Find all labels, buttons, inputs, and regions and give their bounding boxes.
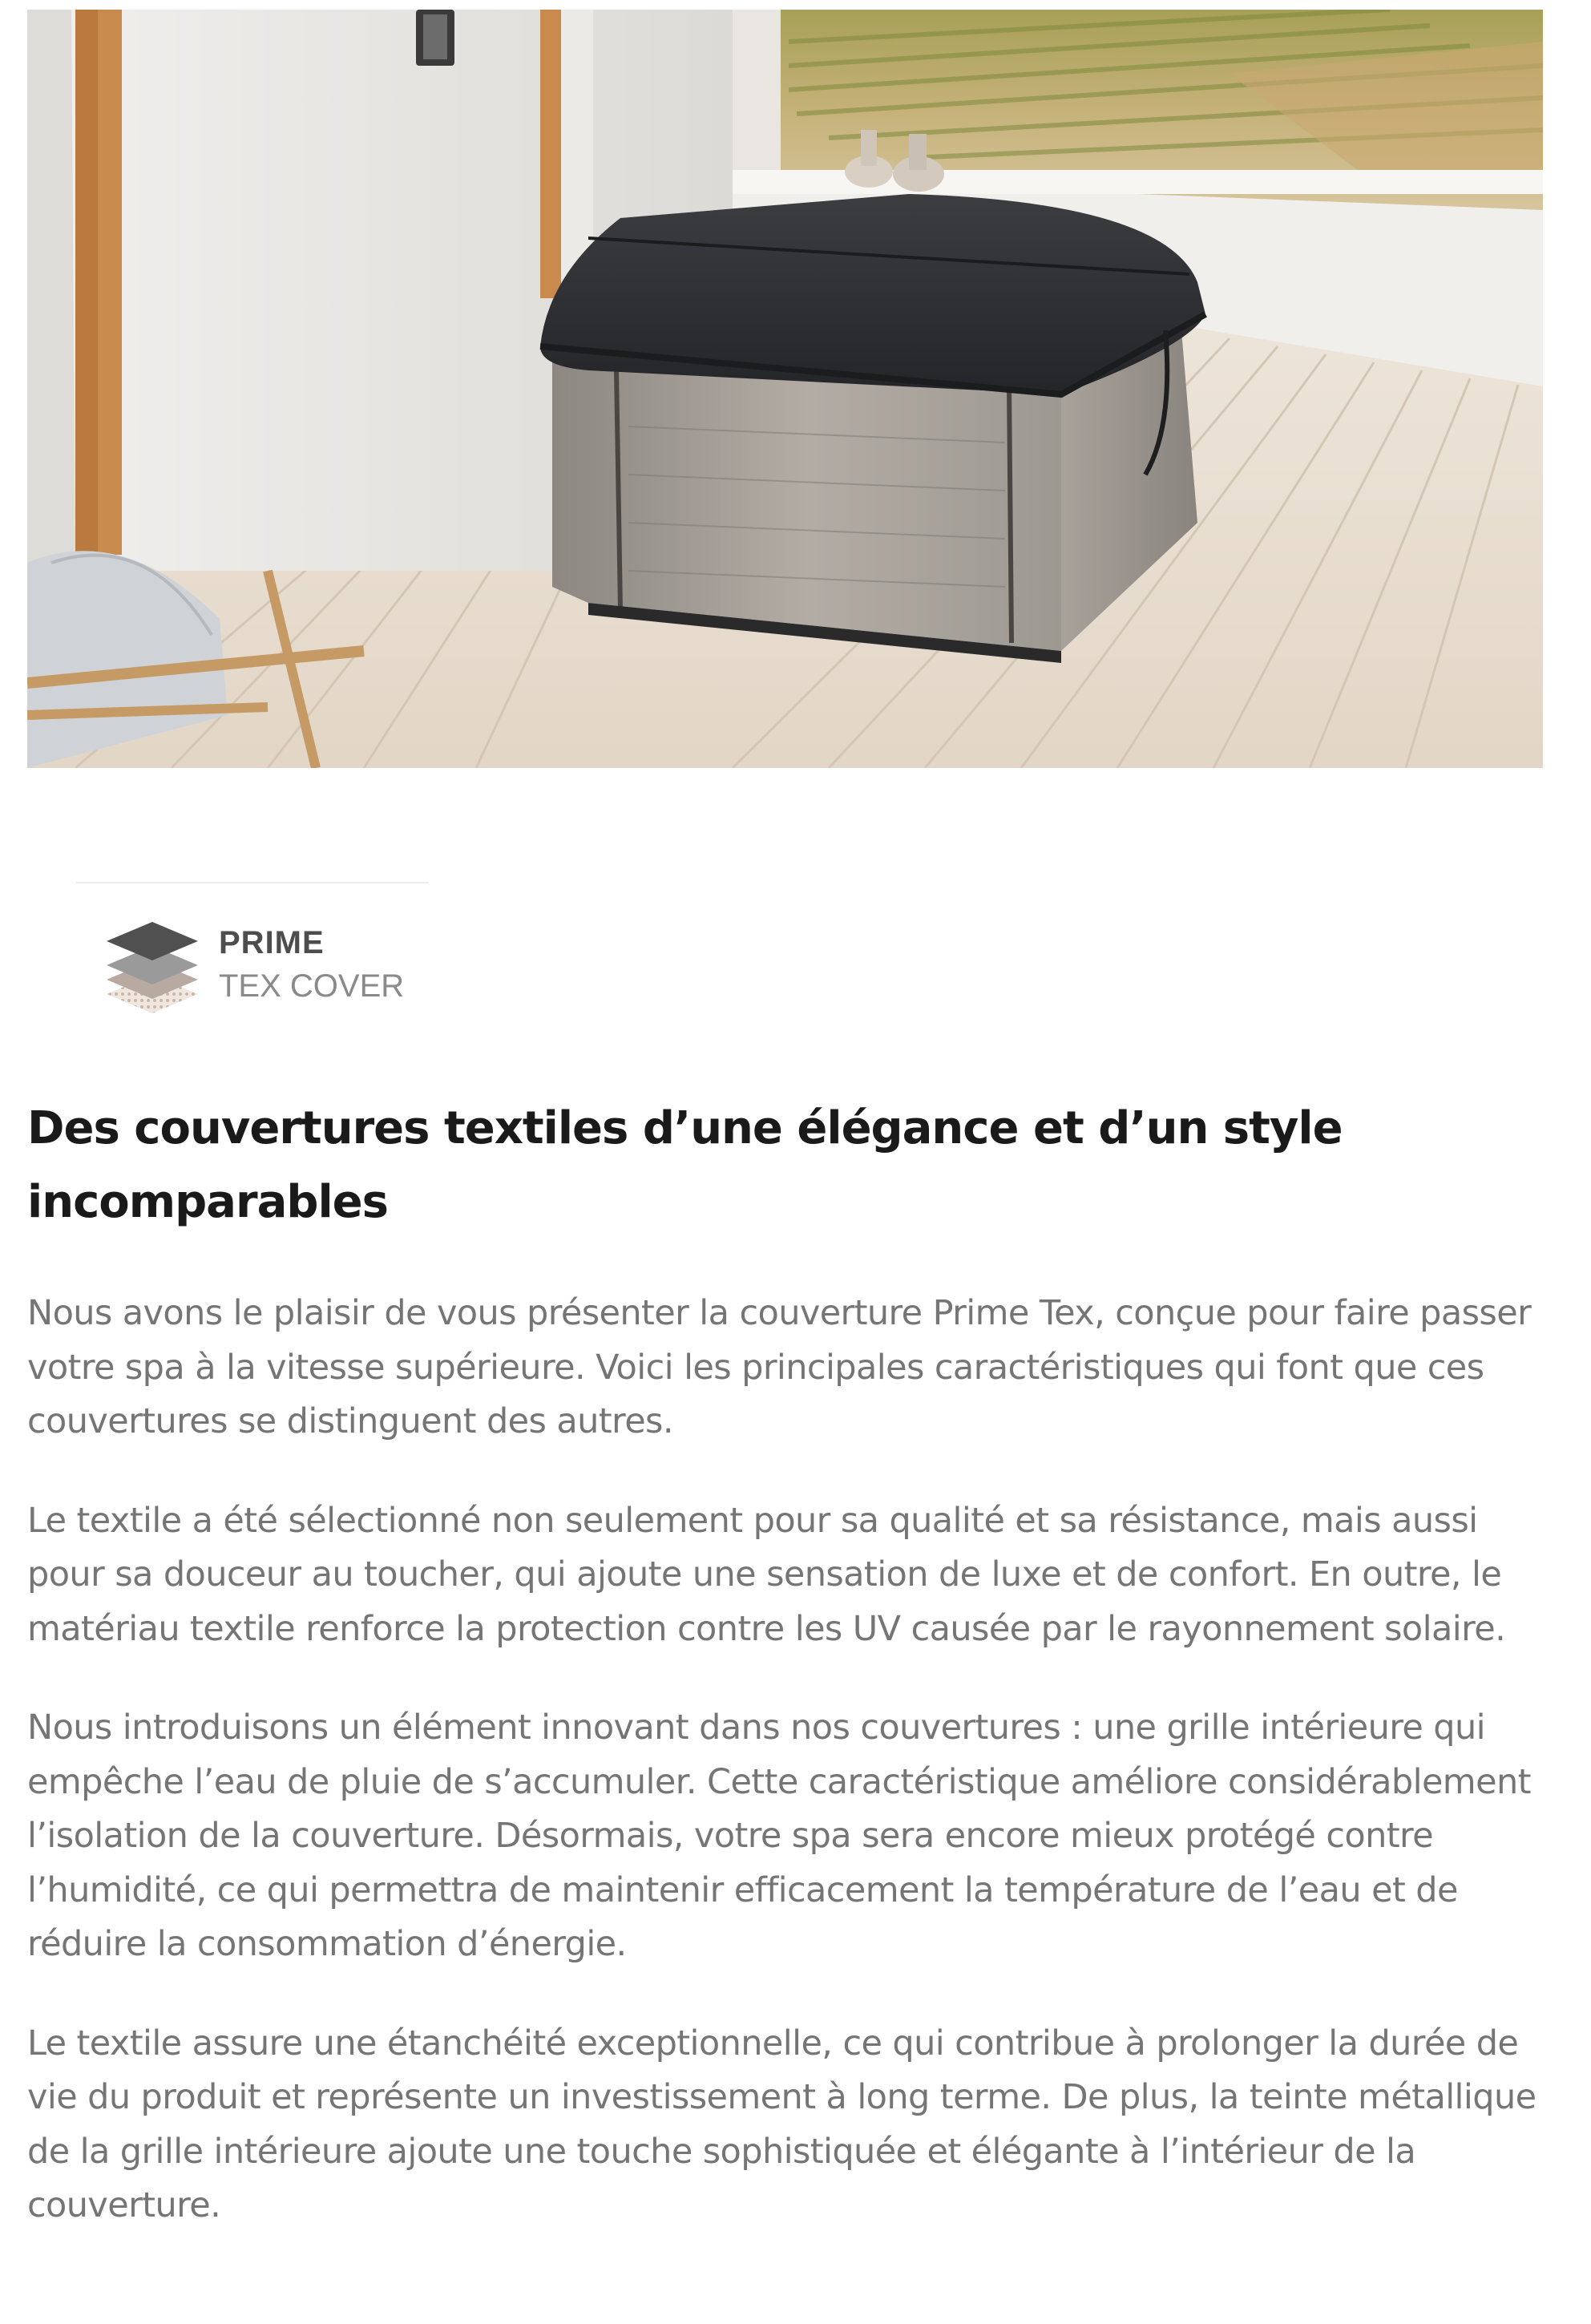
- logo-wordmark: [219, 927, 404, 1002]
- logo-text-prime: PRIME: [219, 925, 325, 960]
- paragraph-intro: Nous avons le plaisir de vous présenter la couverture Prime Tex, conçue pour faire passer votre spa à la vitesse supérieure. Voici les principales caractéristiques qui font que ces couvertures se distinguent des autres.: [27, 1293, 1532, 1441]
- logo-divider: [76, 882, 429, 883]
- page-title: Des couvertures textiles d’une élégance et d’un style incomparables: [27, 1102, 1343, 1228]
- paragraph-waterproof: Le textile assure une étanchéité exceptionnelle, ce qui contribue à prolonger la durée de vie du produit et représente un investissement à long terme. De plus, la teinte métallique de la grille intérieure ajoute une touche sophistiquée et élégante à l’intérieur de la couverture.: [27, 2023, 1536, 2225]
- layered-stack-icon: [100, 914, 204, 1018]
- prime-tex-cover-logo: [76, 882, 429, 1026]
- hero-image: [27, 10, 1543, 768]
- paragraph-grid: Nous introduisons un élément innovant dans nos couvertures : une grille intérieure qui empêche l’eau de pluie de s’accumuler. Cette caractéristique améliore considérablement l’isolation de la couverture. Désormais, votre spa sera encore mieux protégé contre l’humidité, ce qui permettra de maintenir efficacement la température de l’eau et de réduire la consommation d’énergie.: [27, 1708, 1531, 1964]
- paragraph-textile: Le textile a été sélectionné non seulement pour sa qualité et sa résistance, mais aussi pour sa douceur au toucher, qui ajoute une sensation de luxe et de confort. En outre, le matériau textile renforce la protection contre les UV causée par le rayonnement solaire.: [27, 1500, 1506, 1649]
- logo-text-tex-cover: TEX COVER: [219, 968, 405, 1004]
- article-body: [27, 1287, 1546, 2278]
